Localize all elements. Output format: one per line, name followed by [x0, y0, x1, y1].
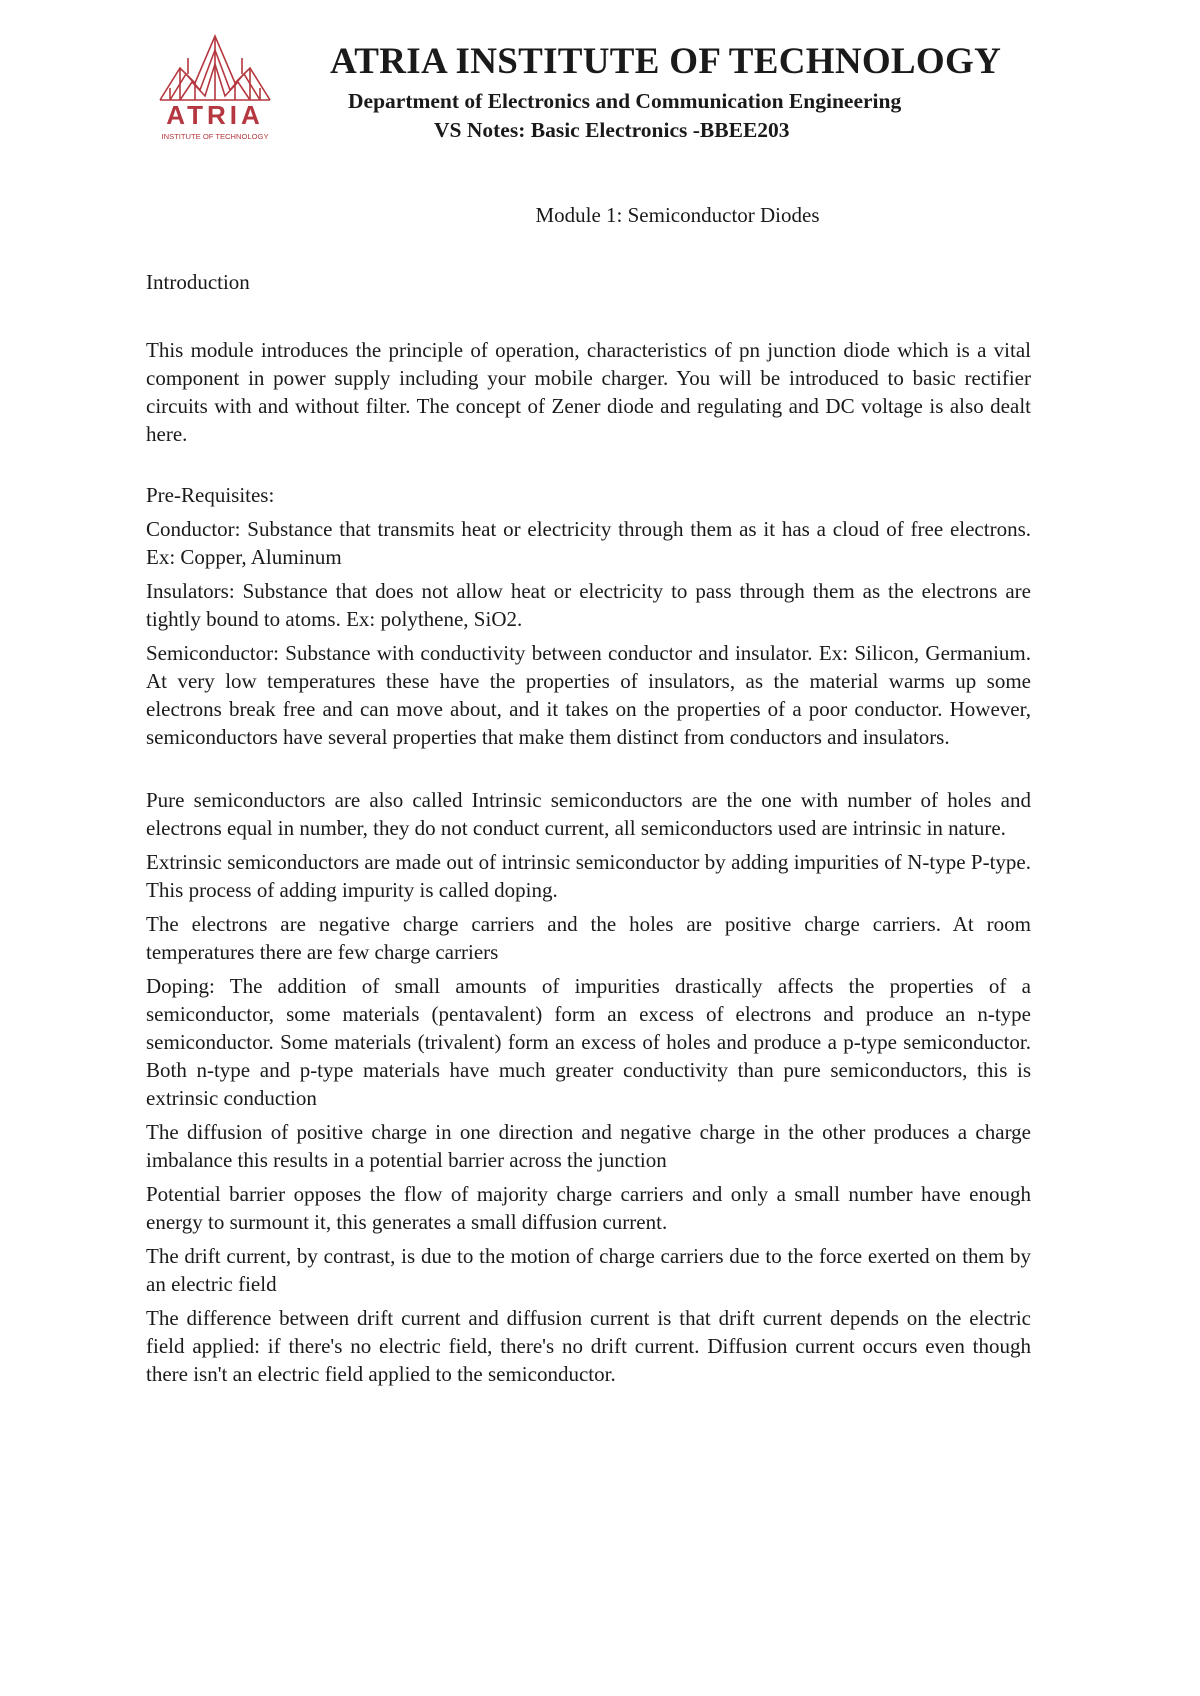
prerequisite-insulators: Insulators: Substance that does not allow heat or electricity to pass through them as the electrons are tightly bound to atoms. Ex: polythene, SiO2. [146, 579, 1031, 631]
svg-text:ATRIA: ATRIA [166, 100, 264, 130]
introduction-paragraph: This module introduces the principle of operation, characteristics of pn junction diode which is a vital component in power supply including your mobile charger. You will be introduced to basic rectifier circuits with and without filter. The concept of Zener diode and regulating and DC voltage is also dealt here. [146, 338, 1031, 446]
body-paragraph: The difference between drift current and diffusion current is that drift current depends on the electric field applied: if there's no electric field, there's no drift current. Diffusion current occurs even though there isn't an electric field applied to the semiconductor. [146, 1306, 1031, 1386]
document-body [146, 268, 1031, 1388]
body-paragraph: Potential barrier opposes the flow of majority charge carriers and only a small number have enough energy to surmount it, this generates a small diffusion current. [146, 1182, 1031, 1234]
body-paragraph: Extrinsic semiconductors are made out of intrinsic semiconductor by adding impurities of N-type P-type. This process of adding impurity is called doping. [146, 850, 1031, 902]
atria-logo [150, 28, 280, 146]
institute-title: ATRIA INSTITUTE OF TECHNOLOGY [330, 41, 1002, 82]
module-title: Module 1: Semiconductor Diodes [535, 203, 820, 227]
department-name: Department of Electronics and Communication Engineering [348, 89, 902, 113]
prerequisite-conductor: Conductor: Substance that transmits heat or electricity through them as it has a cloud of free electrons. Ex: Copper, Aluminum [146, 517, 1031, 569]
body-paragraph: The diffusion of positive charge in one direction and negative charge in the other produces a charge imbalance this results in a potential barrier across the junction [146, 1120, 1031, 1172]
body-paragraph: Doping: The addition of small amounts of impurities drastically affects the properties of a semiconductor, some materials (pentavalent) form an excess of electrons and produce an n-type semiconductor. Some materials (trivalent) form an excess of holes and produce a p-type semiconductor. Both n-type and p-type materials have much greater conductivity than pure semiconductors, this is extrinsic conduction [146, 974, 1031, 1110]
body-paragraph: The drift current, by contrast, is due to the motion of charge carriers due to the force exerted on them by an electric field [146, 1244, 1031, 1296]
prerequisite-semiconductor: Semiconductor: Substance with conductivity between conductor and insulator. Ex: Silicon, Germanium. At very low temperatures these have the properties of insulators, as the material warms up some electrons break free and can move about, and it takes on the properties of a poor conductor. However, semiconductors have several properties that make them distinct from conductors and insulators. [146, 641, 1031, 749]
introduction-heading: Introduction [146, 270, 250, 294]
body-paragraph: Pure semiconductors are also called Intrinsic semiconductors are the one with number of holes and electrons equal in number, they do not conduct current, all semiconductors used are intrinsic in nature. [146, 788, 1031, 840]
svg-text:INSTITUTE OF TECHNOLOGY: INSTITUTE OF TECHNOLOGY [161, 132, 269, 141]
prerequisites-heading: Pre-Requisites: [146, 483, 275, 507]
course-notes-title: VS Notes: Basic Electronics -BBEE203 [434, 118, 790, 142]
body-paragraph: The electrons are negative charge carriers and the holes are positive charge carriers. At room temperatures there are few charge carriers [146, 912, 1031, 964]
